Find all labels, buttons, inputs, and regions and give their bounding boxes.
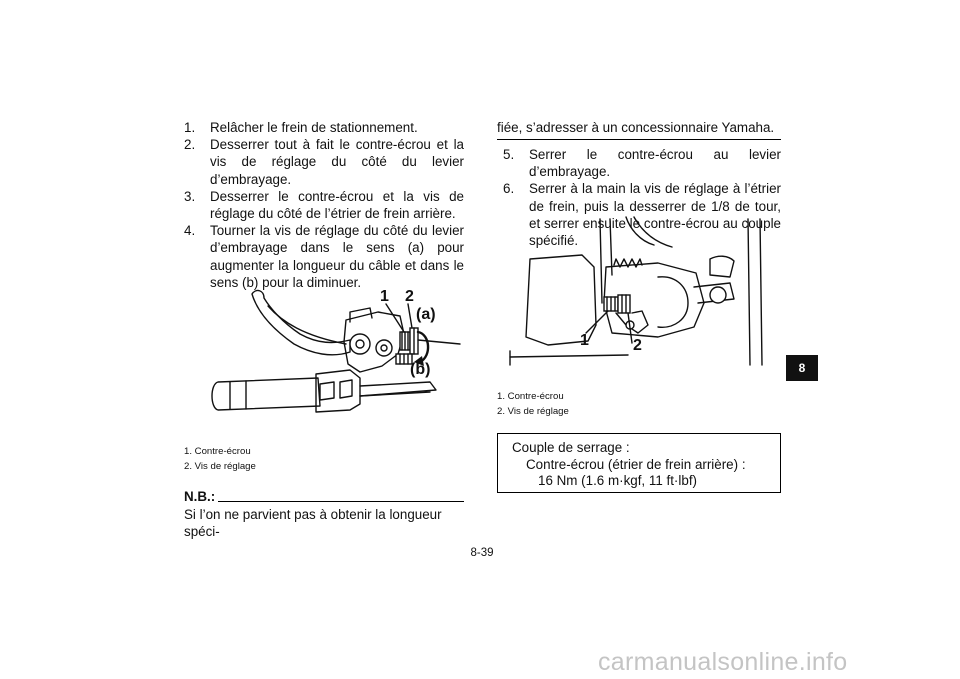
left-callout-a: (a): [416, 306, 436, 323]
step-6: 6. Serrer à la main la vis de réglage à l’étrier de frein, puis la desserrer de 1/8 de tour, et serrer ensuite le contre-écrou au couple spécifié.: [503, 181, 781, 249]
left-callout-2: 2: [405, 288, 414, 305]
right-figure-captions: [497, 389, 569, 419]
right-callout-1: 1: [580, 332, 589, 349]
step-5: 5. Serrer le contre-écrou au levier d’embrayage.: [503, 147, 781, 180]
step-3: 3. Desserrer le contre-écrou et la vis de réglage du côté de l’étrier de frein arrière.: [184, 188, 464, 222]
clutch-lever-illustration: [200, 282, 462, 427]
note-continuation: fiée, s’adresser à un concessionnaire Yamaha.: [497, 120, 775, 135]
left-callout-1: 1: [380, 288, 389, 305]
watermark-text: carmanualsonline.info: [598, 648, 848, 676]
torque-item: Contre-écrou (étrier de frein arrière) :: [526, 456, 746, 472]
left-callout-b: (b): [410, 361, 431, 378]
step-1: 1. Relâcher le frein de stationnement.: [184, 120, 418, 135]
right-caption-2: 2. Vis de réglage: [497, 406, 569, 417]
step-4: 4. Tourner la vis de réglage du côté du levier d’embrayage dans le sens (a) pour augmenter la longueur du câble et dans le sens (b) pour la diminuer.: [184, 223, 464, 290]
right-caption-1: 1. Contre-écrou: [497, 391, 564, 402]
steps-list-left: [184, 119, 464, 291]
page-number: 8-39: [470, 547, 494, 559]
chapter-tab: 8: [786, 355, 818, 381]
note-rule: [218, 501, 464, 502]
note-end-rule: [497, 139, 781, 140]
note-heading: N.B.:: [184, 489, 216, 504]
left-caption-1: 1. Contre-écrou: [184, 446, 251, 457]
torque-spec-box: [497, 433, 781, 493]
left-figure-captions: [184, 444, 256, 474]
torque-label: Couple de serrage :: [512, 440, 630, 455]
step-2: 2. Desserrer tout à fait le contre-écrou et la vis de réglage du côté du levier d’embrayage.: [184, 137, 464, 187]
rear-brake-caliper-illustration: [508, 215, 778, 375]
note-text: Si l’on ne parvient pas à obtenir la longueur spéci-: [184, 507, 442, 539]
torque-value: 16 Nm (1.6 m·kgf, 11 ft·lbf): [538, 473, 697, 488]
left-caption-2: 2. Vis de réglage: [184, 461, 256, 472]
right-callout-2: 2: [633, 337, 642, 354]
